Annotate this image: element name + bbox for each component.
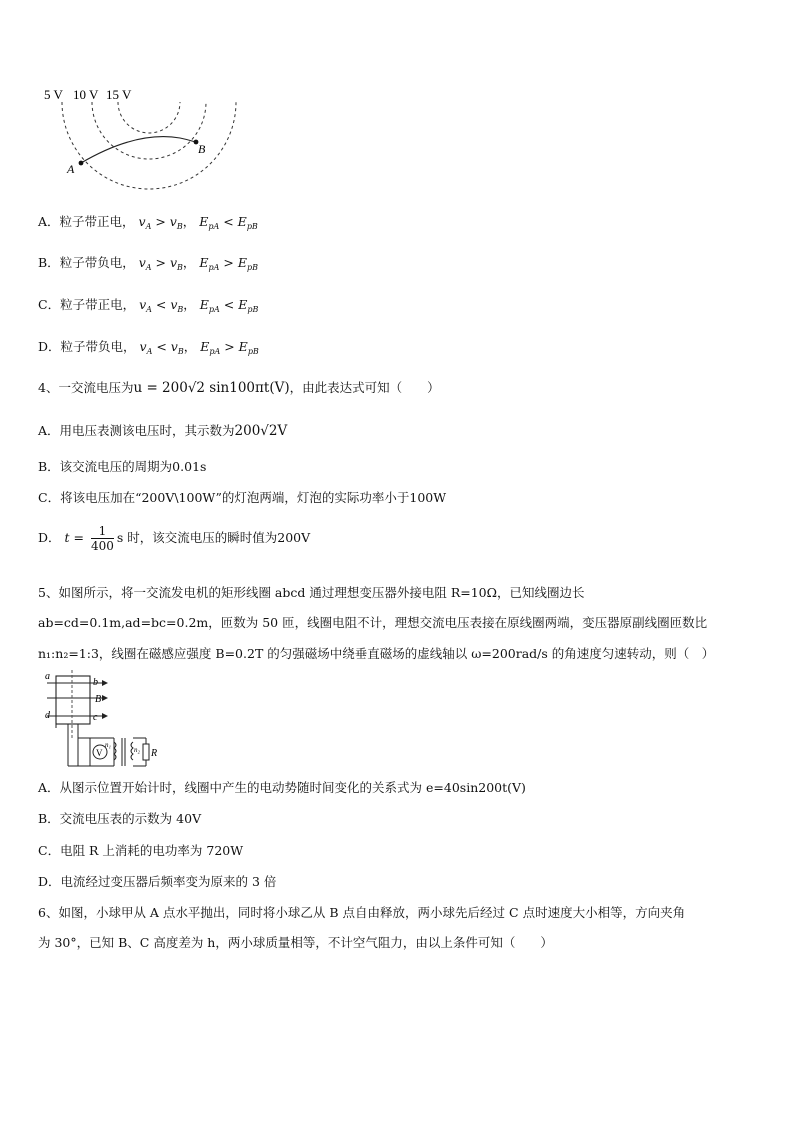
label-r: R — [151, 748, 158, 759]
q4-stem-tail: ，由此表达式可知（ ） — [289, 380, 440, 395]
generator-circuit-figure — [42, 670, 172, 770]
arrow-icon — [102, 713, 108, 719]
q3-option-b: B．粒子带负电， $v_A > v_B$， $E_{pA} > E_{pB}$ — [38, 255, 258, 272]
q4-option-c: C．将该电压加在“200V\100W”的灯泡两端，灯泡的实际功率小于100W — [38, 490, 447, 505]
velocity-relation: $v_A < v_B$ — [139, 297, 184, 314]
option-letter: C． — [38, 297, 61, 312]
fraction-denominator: 400 — [90, 539, 114, 553]
option-text: 粒子带正电， — [60, 297, 136, 312]
q4-d-text: s 时，该交流电压的瞬时值为200V — [116, 530, 311, 545]
voltmeter-label: V — [96, 748, 103, 758]
q5-option-d: D．电流经过变压器后频率变为原来的 3 倍 — [38, 874, 277, 889]
q4-d-letter: D． — [38, 530, 61, 545]
q4-d-variable: t = — [64, 530, 84, 545]
q4-option-d — [38, 524, 310, 553]
option-text: 粒子带负电， — [59, 255, 135, 270]
label-field-b: B — [95, 694, 102, 705]
option-text: 粒子带负电， — [60, 339, 136, 354]
option-letter: B． — [38, 255, 60, 270]
q4-formula: u = 200√2 sin100πt(V) — [133, 380, 290, 396]
label-a: a — [45, 671, 50, 682]
q5-option-b: B．交流电压表的示数为 40V — [38, 811, 202, 826]
arc-10v — [92, 102, 206, 159]
label-a: A — [67, 162, 75, 176]
q4-stem — [38, 380, 440, 396]
label-b: B — [198, 142, 206, 156]
q3-option-d: D．粒子带负电， $v_A < v_B$， $E_{pA} > E_{pB}$ — [38, 339, 259, 356]
label-n2: n₂ — [134, 746, 140, 754]
q6-stem-line2: 为 30°，已知 B、C 高度差为 h，两小球质量相等，不计空气阻力，由以上条件可知（ ） — [38, 935, 553, 950]
q5-stem-line1: 5、如图所示，将一交流发电机的矩形线圈 abcd 通过理想变压器外接电阻 R=10Ω，已知线圈边长 — [38, 585, 585, 600]
label-10v: 10 V — [73, 87, 99, 102]
q4-option-a — [38, 423, 287, 439]
secondary-coil — [131, 742, 133, 760]
label-d: d — [45, 710, 50, 721]
label-15v: 15 V — [106, 87, 132, 102]
fraction-numerator: 1 — [91, 524, 114, 539]
label-b: b — [93, 677, 98, 688]
resistor-icon — [143, 744, 149, 760]
energy-relation: $E_{pA} < E_{pB}$ — [199, 297, 259, 314]
q5-stem-line3: n₁:n₂=1:3，线圈在磁感应强度 B=0.2T 的匀强磁场中绕垂直磁场的虚线轴以 ω=200rad/s 的角速度匀速转动，则（ ） — [38, 646, 715, 661]
arc-15v — [118, 102, 180, 133]
velocity-relation: $v_A > v_B$ — [138, 255, 183, 272]
label-5v: 5 V — [44, 87, 63, 102]
energy-relation: $E_{pA} > E_{pB}$ — [199, 255, 258, 272]
option-letter: D． — [38, 339, 61, 354]
q4-a-value: 200√2V — [234, 423, 288, 439]
q5-option-a: A．从图示位置开始计时，线圈中产生的电动势随时间变化的关系式为 e=40sin200t(V) — [38, 780, 526, 795]
label-c: c — [93, 712, 98, 723]
trajectory — [81, 137, 196, 163]
q4-option-b: B．该交流电压的周期为0.01s — [38, 459, 207, 474]
energy-relation: $E_{pA} > E_{pB}$ — [200, 339, 259, 356]
q3-option-c: C．粒子带正电， $v_A < v_B$， $E_{pA} < E_{pB}$ — [38, 297, 259, 314]
velocity-relation: $v_A > v_B$ — [138, 214, 183, 231]
q5-stem-line2: ab=cd=0.1m,ad=bc=0.2m，匝数为 50 匝，线圈电阻不计，理想交流电压表接在原线圈两端，变压器原副线圈匝数比 — [38, 615, 708, 630]
q3-option-a: A．粒子带正电， $v_A > v_B$， $E_{pA} < E_{pB}$ — [38, 214, 258, 231]
q4-stem-text: 4、一交流电压为 — [38, 380, 134, 395]
q5-option-c: C．电阻 R 上消耗的电功率为 720W — [38, 843, 244, 858]
arrow-icon — [102, 695, 108, 701]
point-a — [79, 161, 84, 166]
energy-relation: $E_{pA} < E_{pB}$ — [199, 214, 258, 231]
arrow-icon — [102, 680, 108, 686]
option-text: 粒子带正电， — [59, 214, 135, 229]
option-letter: A． — [38, 214, 60, 229]
equipotential-figure — [40, 84, 250, 196]
label-n1: n₁ — [105, 741, 111, 749]
q4-a-text: A．用电压表测该电压时，其示数为 — [38, 423, 235, 438]
velocity-relation: $v_A < v_B$ — [139, 339, 184, 356]
arc-5v — [62, 102, 236, 189]
q6-stem-line1: 6、如图，小球甲从 A 点水平抛出，同时将小球乙从 B 点自由释放，两小球先后经过 C 点时速度大小相等，方向夹角 — [38, 905, 686, 920]
fraction — [91, 524, 114, 553]
